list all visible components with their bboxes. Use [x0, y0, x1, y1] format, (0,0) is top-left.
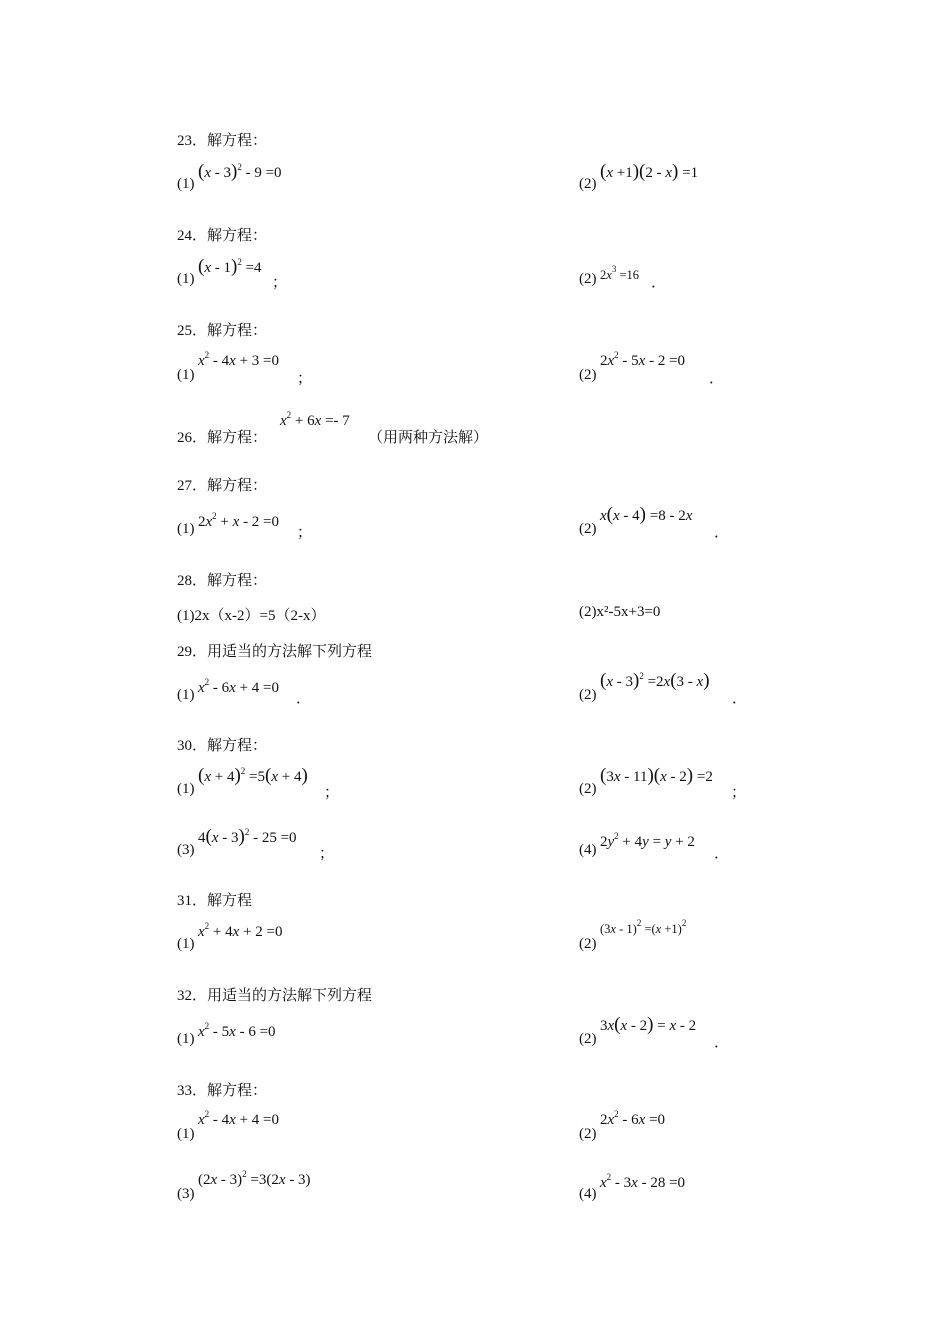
part-label: (1)	[177, 687, 195, 703]
question-number: 30．	[177, 738, 208, 754]
question-stem: 解方程：	[207, 133, 268, 149]
part-label: (1)	[177, 1031, 195, 1047]
part-label: (1)	[177, 1126, 195, 1142]
part-label: (3)	[177, 1186, 195, 1202]
equation-25-1: $x^2 - 4x + 3 =0$	[198, 350, 280, 369]
part-label: (2)	[579, 367, 597, 383]
question-number: 25．	[177, 323, 208, 339]
part-label: (4)	[579, 1186, 597, 1202]
question-31-title	[177, 889, 252, 910]
equation-33-3: (2x - 3)$^2$ =3(2x - 3)	[198, 1169, 311, 1188]
question-32-title	[177, 984, 372, 1005]
period: ．	[714, 846, 730, 862]
semicolon: ；	[324, 785, 340, 801]
question-stem: 解方程	[207, 893, 253, 909]
part-label: (2)	[579, 1126, 597, 1142]
equation-30-3: 4(x - 3)$^2$ - 25 =0	[198, 826, 297, 847]
equation-30-2: (3x - 11)(x - 2) =2	[600, 765, 713, 786]
equation-30-1: $(x + 4)^2 =5(x + 4)$	[198, 765, 308, 786]
part-label: (1)	[177, 936, 195, 952]
equation-24-1: (x - 1)$^2$ =4	[198, 256, 262, 277]
question-number: 24．	[177, 228, 208, 244]
part-label: (4)	[579, 842, 597, 858]
question-stem: 解方程：	[207, 323, 268, 339]
part-label: (1)	[177, 781, 195, 797]
equation-32-2: 3x(x - 2) = x - 2	[600, 1014, 697, 1035]
part-label: (1)	[177, 367, 195, 383]
question-number: 29．	[177, 644, 208, 660]
question-29-title	[177, 640, 372, 661]
equation-23-1: (x - 3)$^2$ - 9 =0	[198, 161, 282, 182]
part-label: (2)	[579, 781, 597, 797]
part-label: (2)	[579, 521, 597, 537]
equation-24-2: $2x^3 =16$	[600, 264, 639, 282]
question-26-title	[177, 426, 267, 447]
question-stem: 用适当的方法解下列方程	[207, 644, 373, 660]
method-note: （用两种方法解）	[368, 430, 489, 446]
period: ．	[732, 691, 748, 707]
part-label: (1)	[177, 271, 195, 287]
equation-28-2: (2)x²-5x+3=0	[579, 604, 661, 620]
question-stem: 用适当的方法解下列方程	[207, 988, 373, 1004]
equation-23-2: (x +1)(2 - x) =1	[600, 161, 699, 182]
question-stem: 解方程：	[207, 228, 268, 244]
equation-33-2: $2x^2 - 6x =0$	[600, 1109, 666, 1128]
question-number: 31．	[177, 893, 208, 909]
part-label: (2)	[579, 936, 597, 952]
part-label: (2)	[579, 687, 597, 703]
part-label: (1)	[177, 521, 195, 537]
period: ．	[296, 691, 312, 707]
semicolon: ；	[272, 275, 288, 291]
question-number: 26．	[177, 430, 208, 446]
question-33-title	[177, 1079, 267, 1100]
equation-27-2: x(x - 4) =8 - 2x	[600, 504, 693, 525]
question-stem: 解方程：	[207, 738, 268, 754]
question-stem: 解方程：	[207, 430, 268, 446]
question-number: 33．	[177, 1083, 208, 1099]
equation-33-4: $x^2 - 3x - 28 =0$	[600, 1172, 686, 1191]
period: ．	[709, 371, 725, 387]
equation-27-1: $2x^2 + x - 2 =0$	[198, 511, 280, 530]
part-label: (2)	[579, 271, 597, 287]
question-stem: 解方程：	[207, 478, 268, 494]
equation-29-1: $x^2 - 6x + 4 =0$	[198, 677, 280, 696]
period: ．	[714, 525, 730, 541]
equation-32-1: $x^2 - 5x - 6 =0$	[198, 1021, 276, 1040]
semicolon: ；	[319, 846, 335, 862]
question-28-title	[177, 569, 267, 590]
question-number: 32．	[177, 988, 208, 1004]
question-number: 27．	[177, 478, 208, 494]
equation-25-2: $2x^2 - 5x - 2 =0$	[600, 350, 686, 369]
semicolon: ；	[297, 525, 313, 541]
semicolon: ；	[297, 371, 313, 387]
question-23-title	[177, 129, 267, 150]
equation-28-1: (1)2x（x-2）=5（2-x）	[177, 608, 326, 624]
period: ．	[651, 275, 667, 291]
semicolon: ；	[731, 785, 747, 801]
question-24-title	[177, 224, 267, 245]
question-number: 28．	[177, 573, 208, 589]
equation-31-2: $(3x - 1)^2 =(x +1)^2$	[600, 918, 687, 936]
question-stem: 解方程：	[207, 573, 268, 589]
equation-31-1: $x^2 + 4x + 2 =0$	[198, 921, 283, 940]
part-label: (2)	[579, 1031, 597, 1047]
equation-33-1: $x^2 - 4x + 4 =0$	[198, 1109, 280, 1128]
part-label: (2)	[579, 176, 597, 192]
equation-26: $x^2 + 6x =- 7$	[280, 410, 350, 429]
question-30-title	[177, 734, 267, 755]
question-27-title	[177, 474, 267, 495]
equation-29-2: (x - 3)$^2$ =2x(3 - x)	[600, 670, 710, 691]
equation-30-4: $2y^2 + 4y = y + 2$	[600, 831, 695, 850]
question-25-title	[177, 319, 267, 340]
question-stem: 解方程：	[207, 1083, 268, 1099]
period: ．	[714, 1035, 730, 1051]
part-label: (3)	[177, 842, 195, 858]
part-label: (1)	[177, 176, 195, 192]
question-number: 23．	[177, 133, 208, 149]
